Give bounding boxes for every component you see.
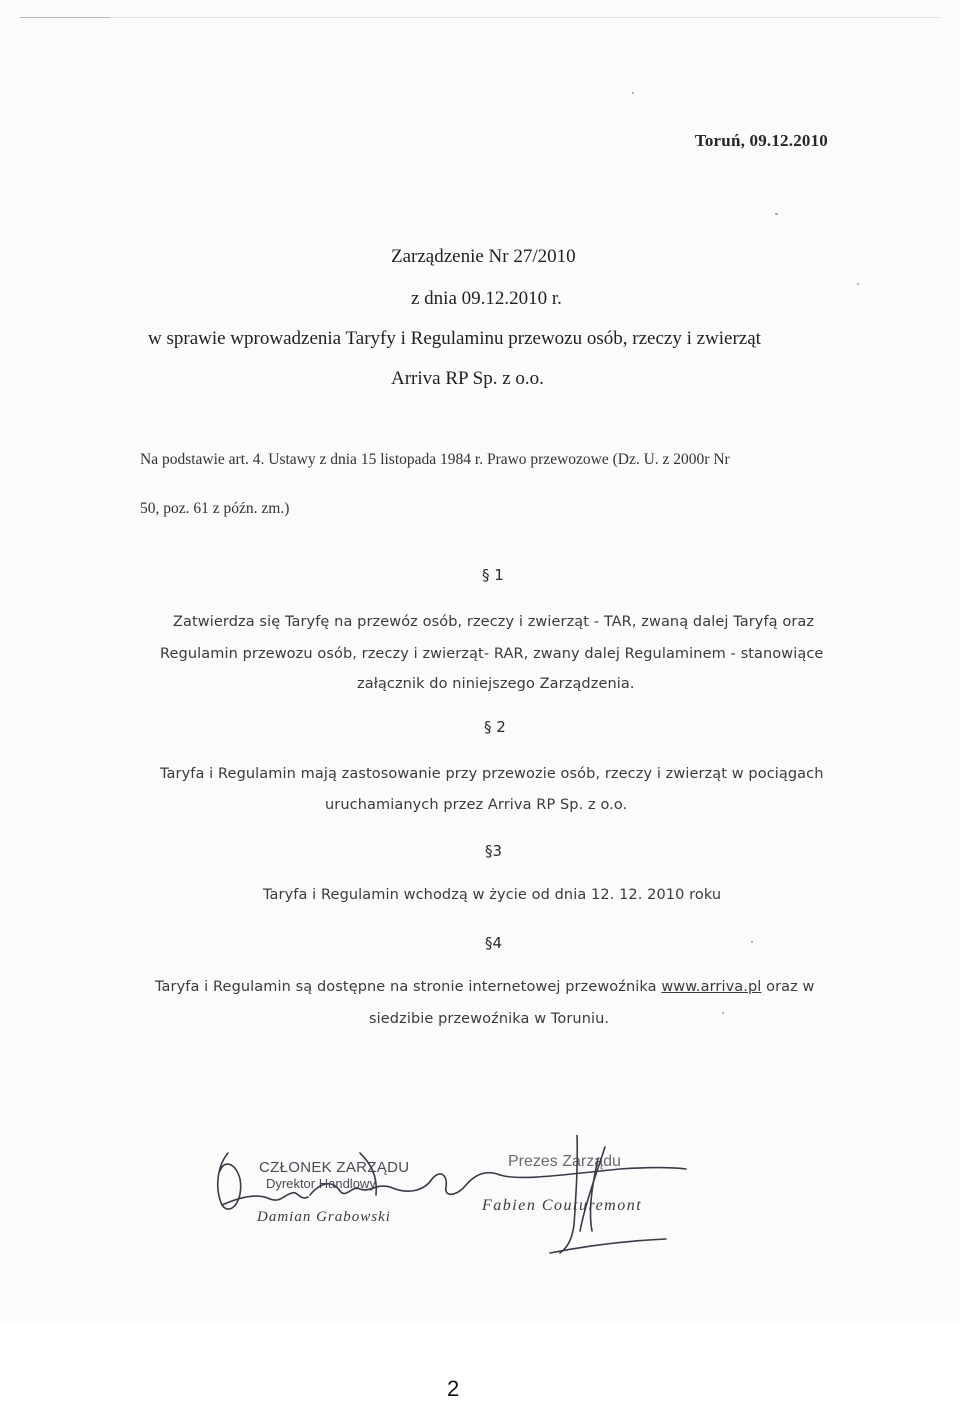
- right-stamp-title: Prezes Zarządu: [508, 1153, 621, 1170]
- section-3-heading: §3: [485, 842, 503, 860]
- company-name: Arriva RP Sp. z o.o.: [391, 368, 544, 389]
- scan-speck: [722, 1012, 724, 1014]
- legal-basis-line-2: 50, poz. 61 z późn. zm.): [140, 500, 290, 517]
- handwritten-signatures: [200, 1135, 700, 1255]
- right-stamp-name: Fabien Couturemont: [482, 1197, 643, 1214]
- section-1-line-3: załącznik do niniejszego Zarządzenia.: [357, 676, 635, 692]
- section-4-heading: §4: [485, 934, 503, 952]
- section-1-heading: § 1: [482, 566, 504, 584]
- ordinance-subject: w sprawie wprowadzenia Taryfy i Regulaminu przewozu osób, rzeczy i zwierząt: [148, 328, 761, 349]
- scan-speck: [775, 213, 778, 215]
- left-stamp-title: CZŁONEK ZARZĄDU: [259, 1159, 410, 1176]
- left-stamp-name: Damian Grabowski: [257, 1209, 391, 1225]
- section-3-line-1: Taryfa i Regulamin wchodzą w życie od dnia 12. 12. 2010 roku: [263, 887, 722, 903]
- section-4-text-after-link: oraz w: [761, 979, 815, 995]
- section-2-line-2: uruchamianych przez Arriva RP Sp. z o.o.: [325, 797, 628, 813]
- scan-speck: [751, 941, 753, 943]
- section-1-line-2: Regulamin przewozu osób, rzeczy i zwierząt- RAR, zwany dalej Regulaminem - stanowiące: [160, 646, 824, 662]
- section-1-line-1: Zatwierdza się Taryfę na przewóz osób, rzeczy i zwierząt - TAR, zwaną dalej Taryfą oraz: [173, 614, 815, 630]
- left-stamp-role: Dyrektor Handlowy: [266, 1176, 376, 1191]
- website-link[interactable]: www.arriva.pl: [661, 979, 762, 995]
- ordinance-number: Zarządzenie Nr 27/2010: [391, 246, 576, 267]
- scan-speck: [857, 283, 859, 285]
- legal-basis-line-1: Na podstawie art. 4. Ustawy z dnia 15 listopada 1984 r. Prawo przewozowe (Dz. U. z 2000r Nr: [140, 451, 730, 468]
- ordinance-date: z dnia 09.12.2010 r.: [411, 288, 562, 309]
- section-2-line-1: Taryfa i Regulamin mają zastosowanie przy przewozie osób, rzeczy i zwierząt w pociągach: [160, 766, 824, 782]
- place-date: Toruń, 09.12.2010: [694, 131, 828, 150]
- page-number: 2: [447, 1376, 460, 1401]
- section-2-heading: § 2: [484, 718, 506, 736]
- scan-edge-line: [20, 17, 940, 18]
- section-4-line-1: [155, 979, 815, 995]
- section-4-text-before-link: Taryfa i Regulamin są dostępne na stronie internetowej przewoźnika: [155, 979, 662, 995]
- scan-speck: [632, 92, 634, 94]
- section-4-line-2: siedzibie przewoźnika w Toruniu.: [369, 1011, 610, 1027]
